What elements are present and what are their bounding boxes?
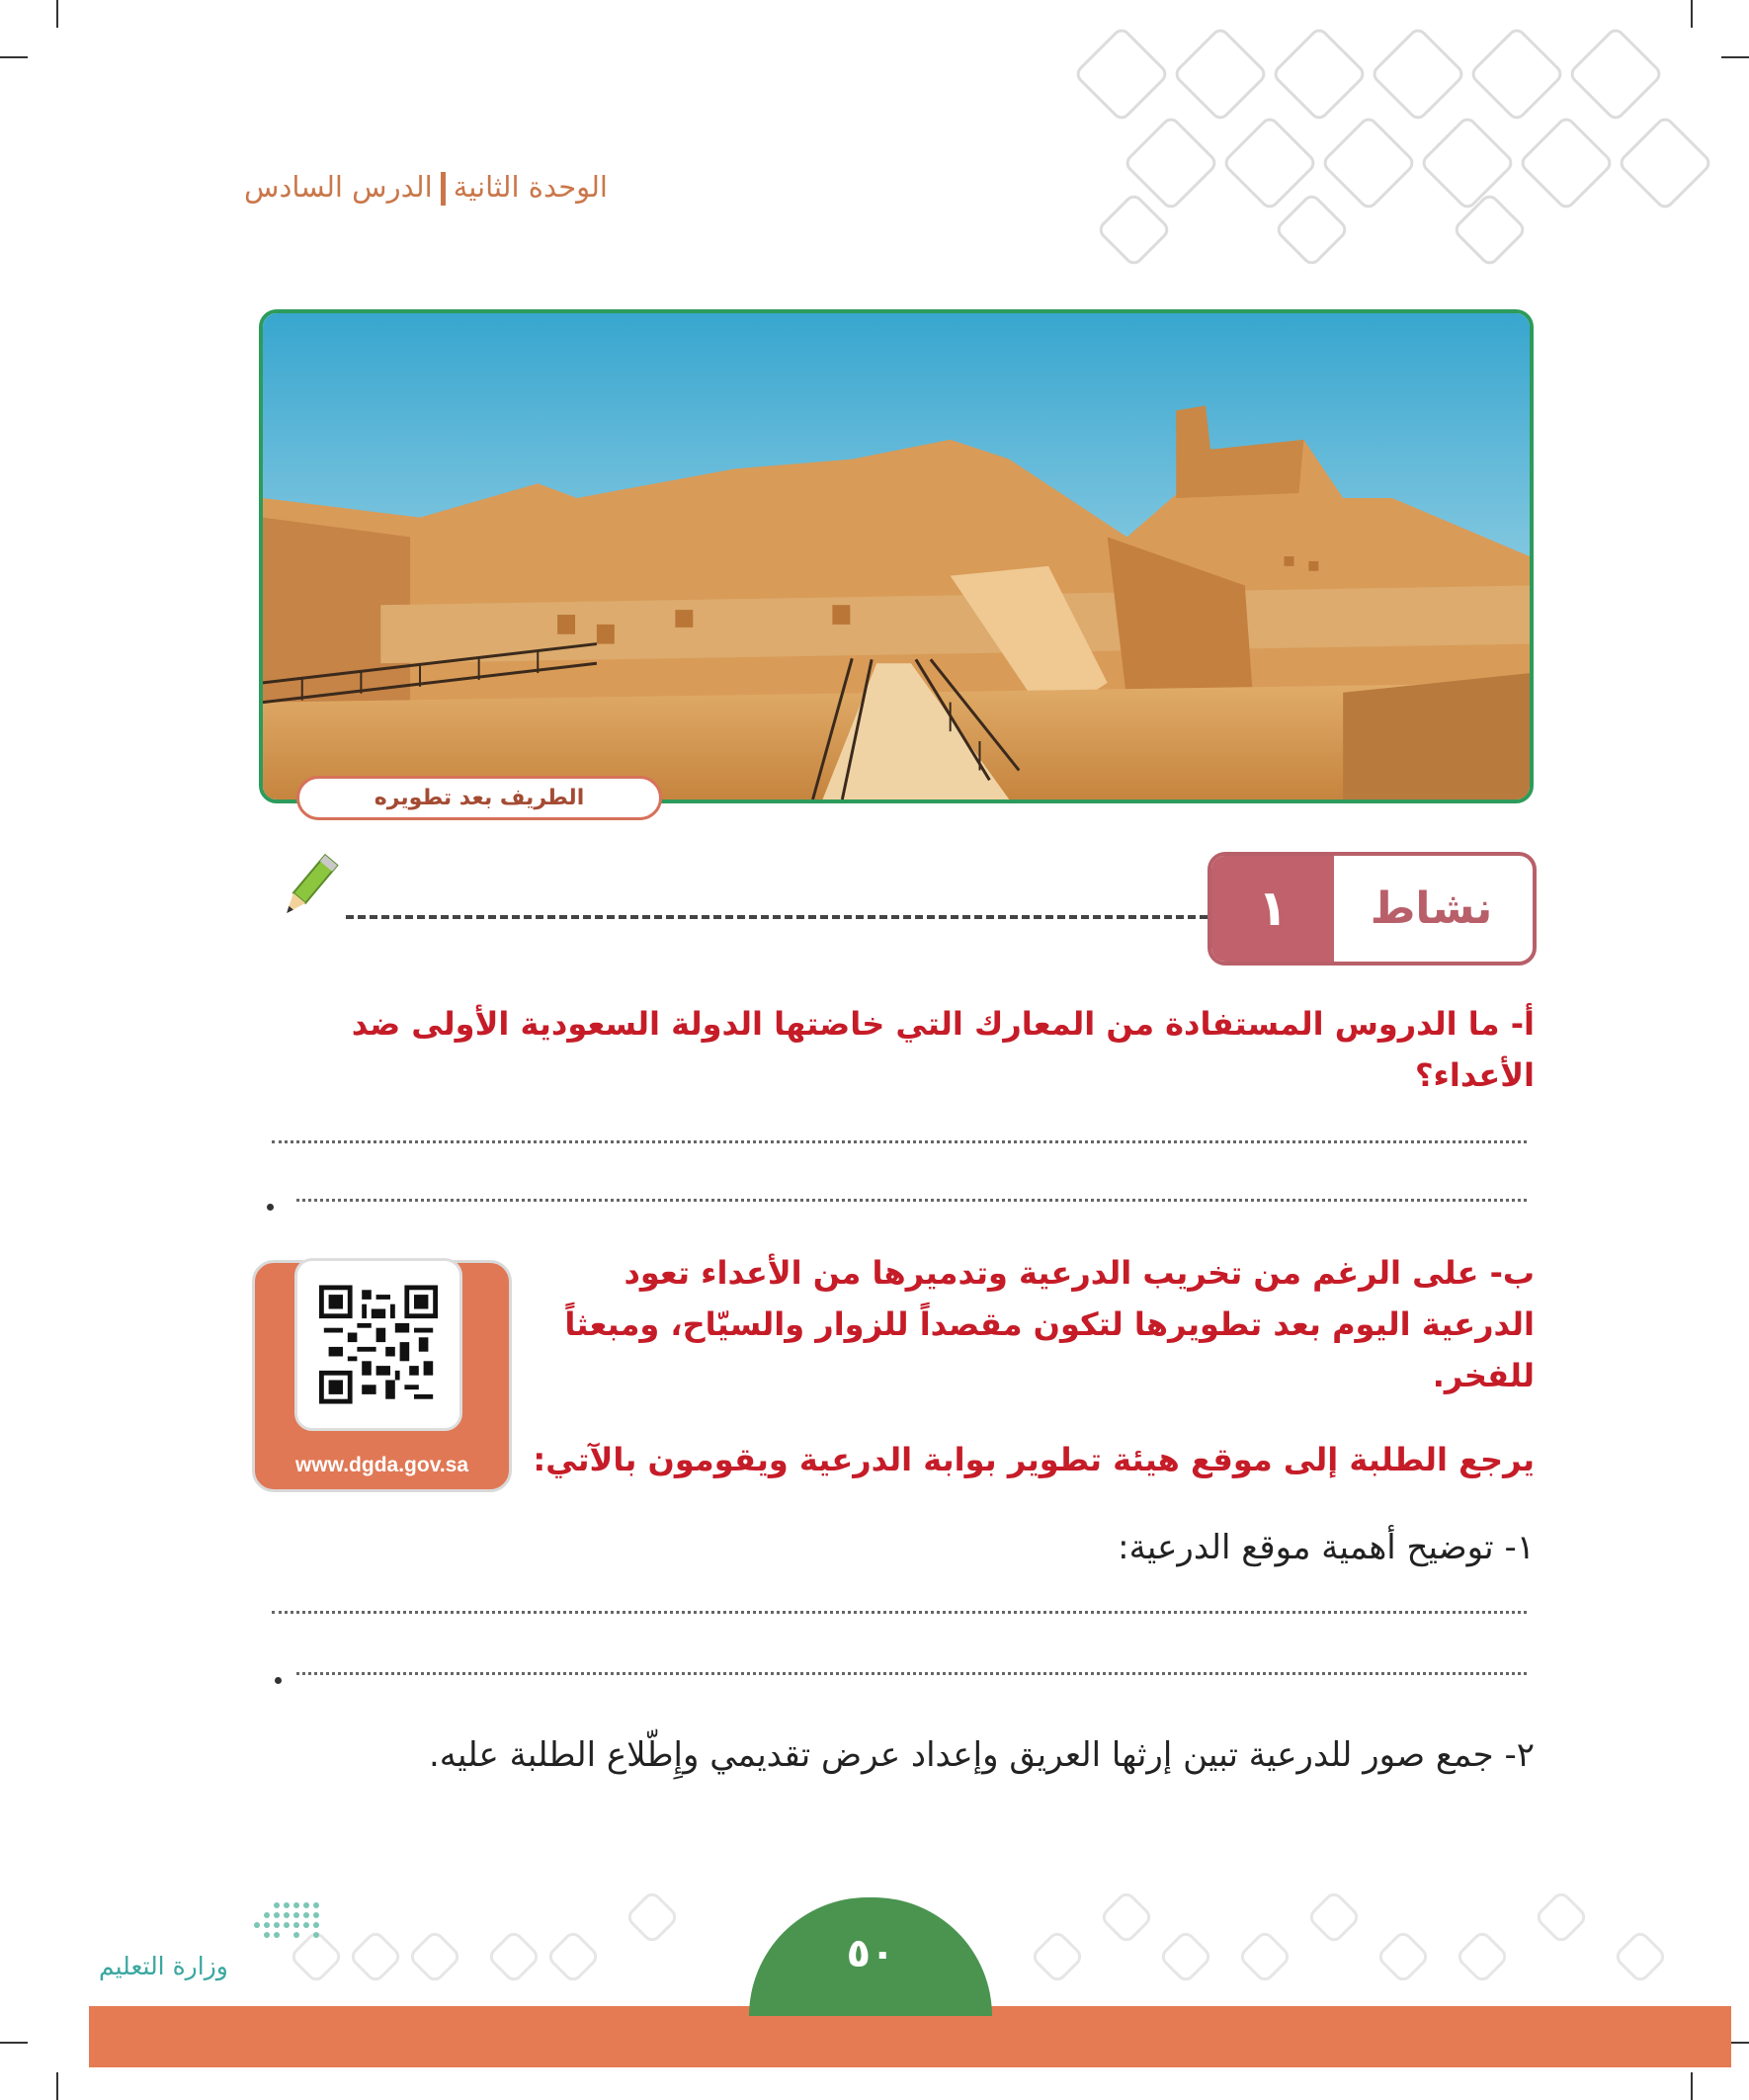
qr-frame <box>294 1258 462 1431</box>
answer-line <box>296 1672 1527 1675</box>
activity-divider <box>346 915 1208 919</box>
ministry-name: وزارة التعليم <box>99 1952 228 1980</box>
bullet-dot <box>267 1204 274 1211</box>
turaif-illustration <box>263 313 1530 799</box>
activity-label: نشاط <box>1370 883 1493 934</box>
instruction-text: يرجع الطلبة إلى موقع هيئة تطوير بوابة الدرعية ويقومون بالآتي: <box>533 1441 1535 1478</box>
question-a-line-2: الأعداء؟ <box>1414 1056 1535 1094</box>
crop-mark <box>0 56 28 58</box>
activity-number: ١ <box>1211 856 1334 962</box>
question-b-line-1: ب- على الرغم من تخريب الدرعية وتدميرها من الأعداء تعود <box>624 1254 1535 1292</box>
qr-url-link[interactable]: www.dgda.gov.sa <box>294 1454 469 1476</box>
answer-line <box>272 1611 1527 1614</box>
crop-mark <box>0 2042 28 2044</box>
question-b <box>537 1247 1535 1401</box>
question-a <box>250 998 1535 1101</box>
activity-badge <box>1208 852 1537 966</box>
question-b-line-3: للفخر. <box>1432 1357 1535 1394</box>
step-2: ٢- جمع صور للدرعية تبين إرثها العريق وإعداد عرض تقديمي وإِطّلاع الطلبة عليه. <box>429 1735 1535 1775</box>
answer-line <box>296 1199 1527 1202</box>
crop-mark <box>56 2072 58 2100</box>
question-b-line-2: الدرعية اليوم بعد تطويرها لتكون مقصداً للزوار والسيّاح، ومبعثاً <box>564 1305 1535 1343</box>
photo-caption: الطريف بعد تطويره <box>296 776 662 820</box>
diriyah-photo <box>259 309 1534 803</box>
pencil-icon <box>269 848 348 931</box>
answer-line <box>272 1140 1527 1143</box>
bullet-dot <box>275 1677 282 1684</box>
crop-mark <box>1691 0 1693 28</box>
crop-mark <box>1721 56 1749 58</box>
step-1: ١- توضيح أهمية موقع الدرعية: <box>1118 1528 1535 1567</box>
qr-code-icon[interactable] <box>319 1283 438 1406</box>
crop-mark <box>56 0 58 28</box>
breadcrumb <box>244 170 608 206</box>
page-number: ٥٠ <box>749 1897 992 2016</box>
unit-title: الوحدة الثانية <box>453 170 608 204</box>
breadcrumb-divider <box>441 172 446 206</box>
question-a-line-1: أ- ما الدروس المستفادة من المعارك التي خاضتها الدولة السعودية الأولى ضد <box>351 1005 1535 1043</box>
qr-card[interactable] <box>252 1260 512 1492</box>
lesson-title: الدرس السادس <box>244 170 433 204</box>
crop-mark <box>1691 2072 1693 2100</box>
